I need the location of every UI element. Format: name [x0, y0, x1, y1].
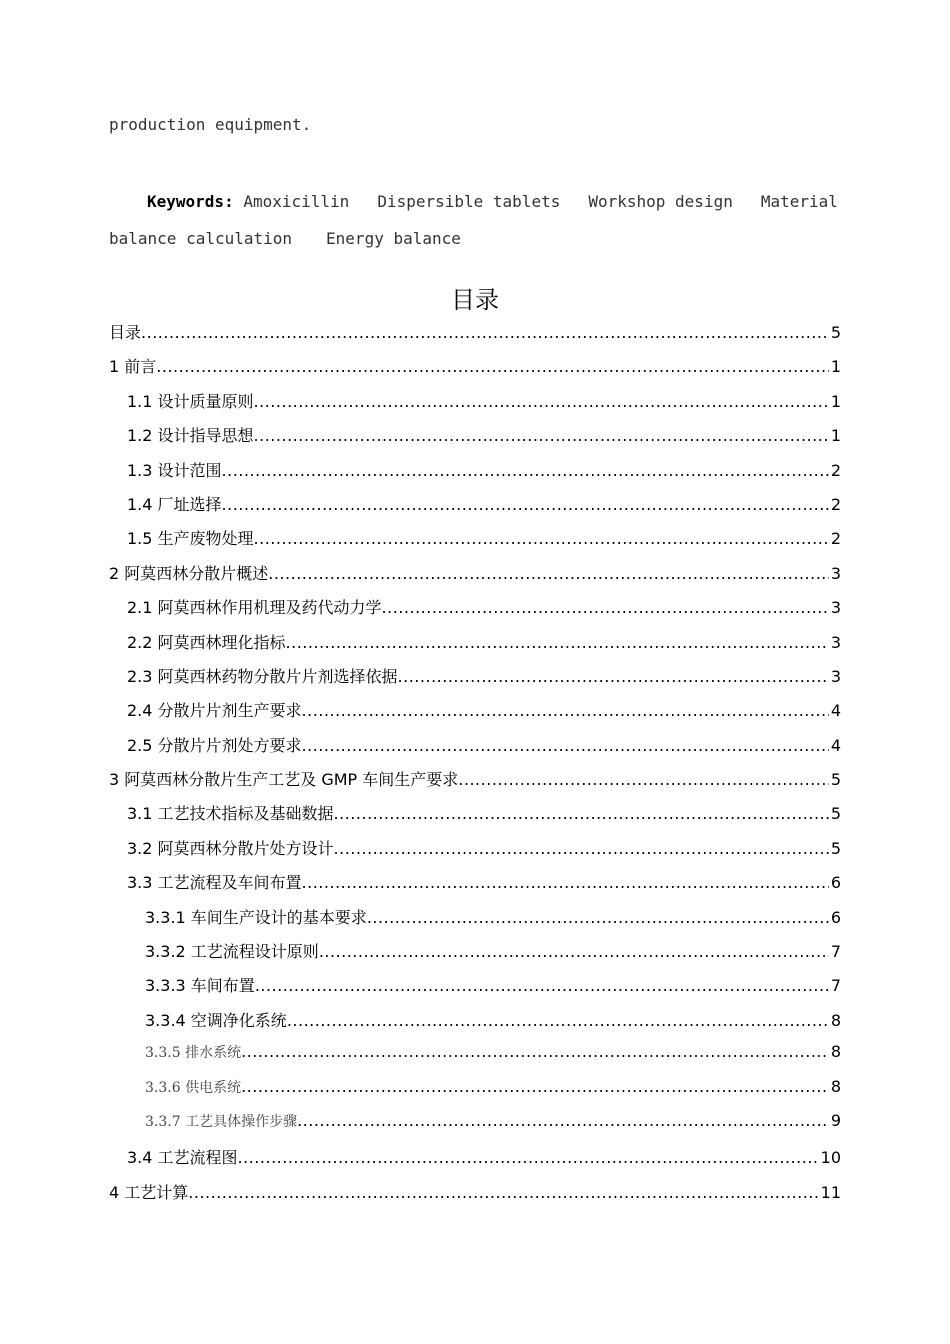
toc-page-number: 2: [830, 529, 841, 549]
toc-entry[interactable]: [109, 423, 841, 457]
toc-leader: [367, 908, 829, 927]
keywords-label: Keywords:: [147, 192, 234, 211]
toc-page-number: 10: [820, 1148, 841, 1168]
toc-entry-text: 3.3.3 车间布置: [145, 976, 255, 996]
toc-entry[interactable]: [109, 492, 841, 526]
toc-entry-text: 2.5 分散片片剂处方要求: [127, 735, 302, 755]
keyword-term: Dispersible tablets: [377, 192, 561, 211]
toc-page-number: 1: [830, 357, 841, 377]
toc-entry[interactable]: [109, 595, 841, 629]
toc-page-number: 5: [830, 323, 841, 342]
toc-leader: [255, 976, 829, 995]
toc-entry[interactable]: [109, 973, 841, 1007]
toc-entry[interactable]: [109, 698, 841, 732]
toc-entry-text: 3.3.7 工艺具体操作步骤: [145, 1113, 298, 1130]
toc-page-number: 1: [830, 426, 841, 446]
toc-entry[interactable]: [109, 1042, 841, 1076]
toc-entry-text: 3 阿莫西林分散片生产工艺及 GMP 车间生产要求: [109, 770, 459, 790]
toc-entry-text: 3.3.1 车间生产设计的基本要求: [145, 907, 367, 927]
toc-entry-text: 2.2 阿莫西林理化指标: [127, 632, 286, 652]
keywords-paragraph: [109, 183, 841, 257]
toc-entry-text: 3.3 工艺流程及车间布置: [127, 873, 302, 893]
toc-entry-text: 2.3 阿莫西林药物分散片片剂选择依据: [127, 666, 398, 686]
toc-leader: [241, 1077, 829, 1096]
toc-entry[interactable]: [109, 1111, 841, 1145]
toc-page-number: 3: [830, 598, 841, 618]
toc-entry[interactable]: [109, 561, 841, 595]
toc-entry[interactable]: [109, 664, 841, 698]
keyword-term: Material: [760, 192, 838, 211]
toc-leader: [254, 529, 829, 548]
toc-entry[interactable]: [109, 733, 841, 767]
toc-leader: [222, 495, 829, 514]
toc-page-number: 2: [830, 494, 841, 514]
toc-entry-text: 1.1 设计质量原则: [127, 391, 254, 411]
toc-page-number: 3: [830, 563, 841, 583]
toc-entry[interactable]: [109, 630, 841, 664]
toc-entry[interactable]: [109, 836, 841, 870]
toc-entry[interactable]: [109, 1077, 841, 1111]
toc-entry[interactable]: [109, 939, 841, 973]
toc-page-number: 7: [830, 976, 841, 996]
toc-entry[interactable]: [109, 1008, 841, 1042]
toc-leader: [287, 1011, 829, 1030]
toc-entry-text: 3.3.2 工艺流程设计原则: [145, 942, 319, 962]
abstract-tail-text: production equipment.: [109, 115, 312, 134]
toc-page-number: 8: [830, 1076, 841, 1096]
toc-page-number: 3: [830, 632, 841, 652]
toc-page-number: 8: [830, 1010, 841, 1030]
toc-entry-text: 2 阿莫西林分散片概述: [109, 563, 269, 583]
toc-leader: [458, 770, 829, 789]
keyword-term: Amoxicillin: [243, 192, 350, 211]
toc-page-number: 7: [830, 942, 841, 962]
toc-entry-text: 4 工艺计算: [109, 1182, 189, 1202]
toc-page-number: 5: [830, 838, 841, 858]
toc-leader: [188, 1183, 818, 1202]
toc-leader: [241, 1042, 829, 1061]
toc-entry[interactable]: [109, 526, 841, 560]
toc-leader: [141, 323, 829, 342]
toc-entry[interactable]: [109, 320, 841, 354]
toc-leader: [286, 633, 829, 652]
toc-title: 目录: [451, 286, 499, 314]
toc-page-number: 8: [830, 1042, 841, 1062]
toc-leader: [254, 426, 829, 445]
toc-entry-text: 1.3 设计范围: [127, 460, 222, 480]
toc-page-number: 2: [830, 460, 841, 480]
toc-leader: [382, 598, 829, 617]
toc-entry-text: 2.1 阿莫西林作用机理及药代动力学: [127, 598, 382, 618]
toc-entry-text: 1.2 设计指导思想: [127, 426, 254, 446]
toc-leader: [156, 357, 829, 376]
toc-entry-text: 3.3.4 空调净化系统: [145, 1010, 287, 1030]
toc-page-number: 3: [830, 666, 841, 686]
toc-entry[interactable]: [109, 801, 841, 835]
toc-page-number: 4: [830, 701, 841, 721]
keyword-term: balance calculation: [109, 229, 293, 248]
table-of-contents: [109, 320, 841, 1214]
toc-entry[interactable]: [109, 389, 841, 423]
toc-page-number: 6: [830, 907, 841, 927]
toc-entry[interactable]: [109, 905, 841, 939]
toc-entry-text: 1.4 厂址选择: [127, 494, 222, 514]
toc-leader: [334, 839, 829, 858]
toc-page-number: 6: [830, 873, 841, 893]
toc-entry[interactable]: [109, 1145, 841, 1179]
toc-page-number: 5: [830, 804, 841, 824]
toc-leader: [222, 461, 829, 480]
toc-leader: [268, 564, 829, 583]
toc-leader: [297, 1111, 829, 1130]
toc-leader: [334, 804, 829, 823]
toc-entry-text: 3.3.6 供电系统: [145, 1079, 242, 1096]
toc-entry-text: 3.4 工艺流程图: [127, 1148, 238, 1168]
toc-page-number: 9: [830, 1110, 841, 1130]
toc-leader: [319, 942, 829, 961]
toc-leader: [302, 701, 829, 720]
toc-entry[interactable]: [109, 1180, 841, 1214]
toc-entry[interactable]: [109, 354, 841, 388]
toc-page-number: 5: [830, 770, 841, 790]
toc-entry[interactable]: [109, 870, 841, 904]
toc-entry[interactable]: [109, 767, 841, 801]
toc-page-number: 1: [830, 391, 841, 411]
toc-entry-text: 3.2 阿莫西林分散片处方设计: [127, 838, 334, 858]
toc-leader: [254, 392, 829, 411]
toc-entry-text: 1.5 生产废物处理: [127, 529, 254, 549]
toc-entry-text: 1 前言: [109, 357, 157, 377]
toc-leader: [398, 667, 829, 686]
toc-entry-text: 3.3.5 排水系统: [145, 1045, 242, 1062]
toc-entry-text: 2.4 分散片片剂生产要求: [127, 701, 302, 721]
toc-page-number: 11: [820, 1182, 841, 1202]
toc-entry-text: 3.1 工艺技术指标及基础数据: [127, 804, 334, 824]
toc-leader: [302, 736, 829, 755]
toc-entry-text: 目录: [109, 323, 142, 342]
toc-page-number: 4: [830, 735, 841, 755]
keyword-term: Energy balance: [326, 229, 461, 248]
keyword-term: Workshop design: [588, 192, 733, 211]
toc-leader: [302, 873, 829, 892]
toc-leader: [238, 1148, 819, 1167]
toc-entry[interactable]: [109, 458, 841, 492]
